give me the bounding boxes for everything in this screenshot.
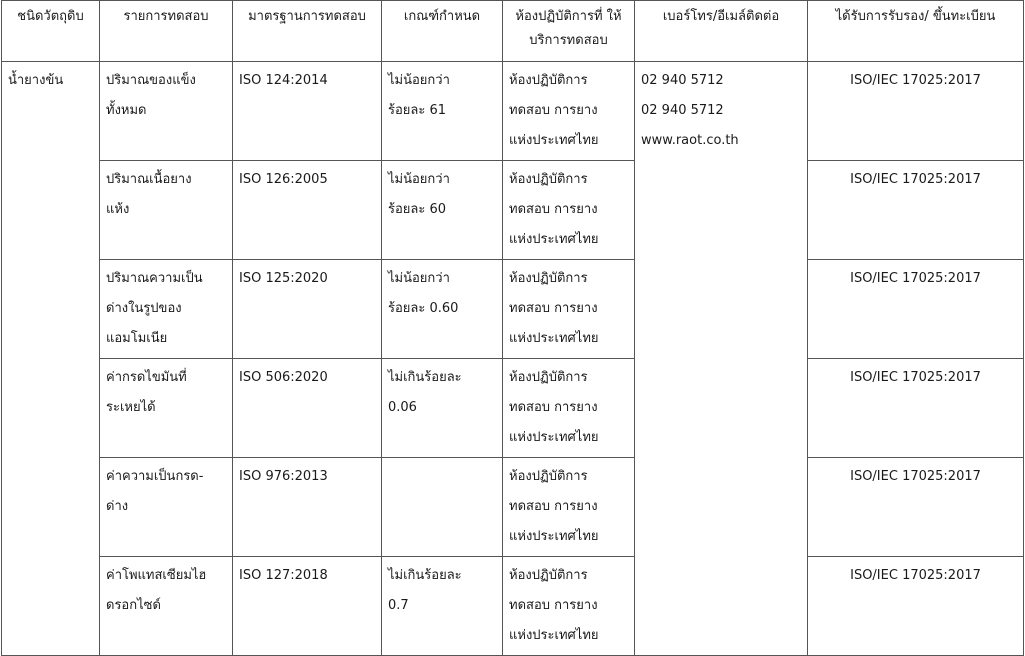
lab-line: ห้องปฏิบัติการ	[509, 370, 588, 385]
test-item-line: ปริมาณความเป็น	[106, 271, 203, 286]
lab-line: แห่งประเทศไทย	[509, 430, 599, 445]
criteria-line: 0.7	[388, 598, 409, 613]
accreditation-cell: ISO/IEC 17025:2017	[808, 62, 1024, 161]
lab-line: แห่งประเทศไทย	[509, 628, 599, 643]
lab-line: ทดสอบ การยาง	[509, 400, 598, 415]
header-laboratory: ห้องปฏิบัติการที่ ให้บริการทดสอบ	[503, 1, 635, 62]
test-item-line: แห้ง	[106, 202, 130, 217]
lab-line: ห้องปฏิบัติการ	[509, 172, 588, 187]
test-item-line: ปริมาณของแข็ง	[106, 73, 196, 88]
accreditation-cell: ISO/IEC 17025:2017	[808, 359, 1024, 458]
test-item-line: ทั้งหมด	[106, 103, 147, 118]
lab-cell	[503, 458, 635, 557]
test-item-line: ค่าความเป็นกรด-	[106, 469, 204, 484]
lab-line: แห่งประเทศไทย	[509, 529, 599, 544]
lab-line: แห่งประเทศไทย	[509, 232, 599, 247]
accreditation-cell: ISO/IEC 17025:2017	[808, 557, 1024, 656]
lab-line: ห้องปฏิบัติการ	[509, 568, 588, 583]
lab-cell	[503, 260, 635, 359]
test-item-line: ด่าง	[106, 499, 129, 514]
criteria-line: ร้อยละ 61	[388, 103, 447, 118]
standard-cell: ISO 124:2014	[233, 62, 382, 161]
contact-phone-2: 02 940 5712	[641, 103, 724, 118]
accreditation-cell: ISO/IEC 17025:2017	[808, 161, 1024, 260]
test-item-cell	[100, 359, 233, 458]
criteria-line: 0.06	[388, 400, 417, 415]
contact-website: www.raot.co.th	[641, 133, 739, 148]
standard-cell: ISO 506:2020	[233, 359, 382, 458]
table-row	[2, 458, 1024, 557]
criteria-line: ไม่น้อยกว่า	[388, 271, 450, 286]
lab-cell	[503, 62, 635, 161]
criteria-line: ไม่เกินร้อยละ	[388, 568, 462, 583]
header-row	[2, 1, 1024, 62]
criteria-cell	[382, 260, 503, 359]
header-test-standard: มาตรฐานการทดสอบ	[233, 1, 382, 62]
test-item-line: ปริมาณเนื้อยาง	[106, 172, 192, 187]
test-item-line: แอมโมเนีย	[106, 331, 168, 346]
material-name: น้ำยางข้น	[8, 73, 64, 88]
header-test-item: รายการทดสอบ	[100, 1, 233, 62]
lab-line: แห่งประเทศไทย	[509, 331, 599, 346]
material-cell	[2, 62, 100, 656]
standard-cell: ISO 127:2018	[233, 557, 382, 656]
test-item-cell	[100, 557, 233, 656]
lab-line: ทดสอบ การยาง	[509, 202, 598, 217]
criteria-line: ร้อยละ 0.60	[388, 301, 459, 316]
table-row	[2, 161, 1024, 260]
standard-cell: ISO 976:2013	[233, 458, 382, 557]
criteria-cell	[382, 62, 503, 161]
accreditation-cell: ISO/IEC 17025:2017	[808, 260, 1024, 359]
lab-line: ห้องปฏิบัติการ	[509, 271, 588, 286]
header-criteria: เกณฑ์กำหนด	[382, 1, 503, 62]
test-item-line: ดรอกไซด์	[106, 598, 161, 613]
criteria-line: ร้อยละ 60	[388, 202, 447, 217]
table-row	[2, 557, 1024, 656]
test-item-cell	[100, 260, 233, 359]
criteria-line: ไม่น้อยกว่า	[388, 73, 450, 88]
header-material: ชนิดวัตถุดิบ	[2, 1, 100, 62]
test-services-table	[1, 0, 1024, 656]
lab-line: ห้องปฏิบัติการ	[509, 73, 588, 88]
header-contact: เบอร์โทร/อีเมล์ติดต่อ	[635, 1, 808, 62]
criteria-line: ไม่เกินร้อยละ	[388, 370, 462, 385]
table-row	[2, 359, 1024, 458]
lab-line: แห่งประเทศไทย	[509, 133, 599, 148]
criteria-cell	[382, 359, 503, 458]
contact-phone-1: 02 940 5712	[641, 73, 724, 88]
standard-cell: ISO 125:2020	[233, 260, 382, 359]
lab-cell	[503, 161, 635, 260]
test-item-cell	[100, 62, 233, 161]
test-item-line: ระเหยได้	[106, 400, 156, 415]
lab-line: ทดสอบ การยาง	[509, 103, 598, 118]
lab-line: ทดสอบ การยาง	[509, 301, 598, 316]
lab-cell	[503, 557, 635, 656]
header-accreditation: ได้รับการรับรอง/ ขึ้นทะเบียน	[808, 1, 1024, 62]
criteria-cell	[382, 458, 503, 557]
accreditation-cell: ISO/IEC 17025:2017	[808, 458, 1024, 557]
criteria-line: ไม่น้อยกว่า	[388, 172, 450, 187]
test-item-line: ด่างในรูปของ	[106, 301, 182, 316]
test-item-line: ค่าโพแทสเซียมไฮ	[106, 568, 207, 583]
contact-cell	[635, 62, 808, 656]
lab-cell	[503, 359, 635, 458]
test-item-line: ค่ากรดไขมันที่	[106, 370, 187, 385]
criteria-cell	[382, 557, 503, 656]
lab-line: ทดสอบ การยาง	[509, 499, 598, 514]
table-row	[2, 260, 1024, 359]
test-item-cell	[100, 161, 233, 260]
lab-line: ห้องปฏิบัติการ	[509, 469, 588, 484]
test-item-cell	[100, 458, 233, 557]
standard-cell: ISO 126:2005	[233, 161, 382, 260]
criteria-cell	[382, 161, 503, 260]
table-row	[2, 62, 1024, 161]
lab-line: ทดสอบ การยาง	[509, 598, 598, 613]
